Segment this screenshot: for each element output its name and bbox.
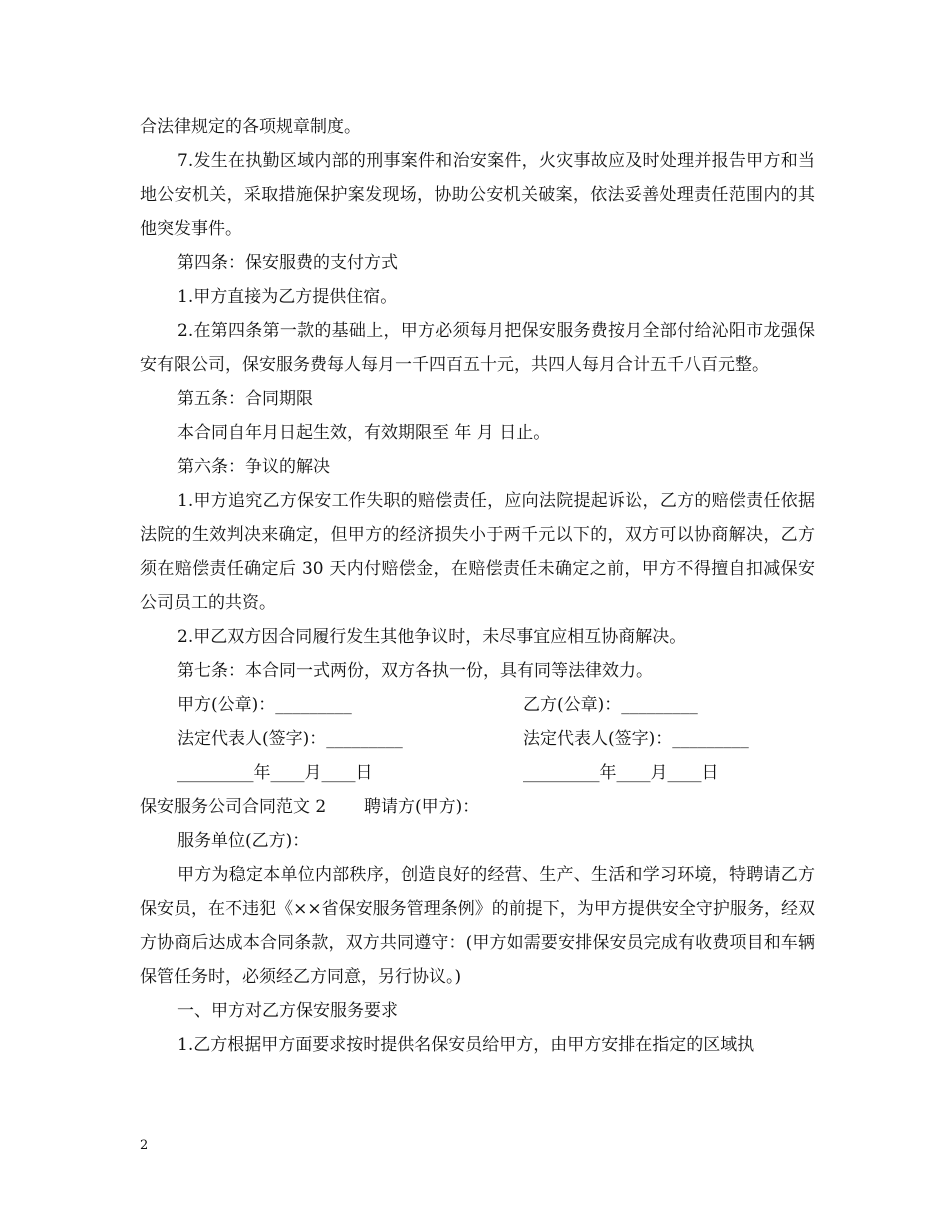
paragraph-block — [140, 110, 815, 688]
paragraph: 7.发生在执勤区域内部的刑事案件和治安案件，火灾事故应及时处理并报告甲方和当地公安机关，采取措施保护案发现场，协助公安机关破案，依法妥善处理责任范围内的其他突发事件。 — [140, 151, 815, 239]
paragraph: 甲方为稳定本单位内部秩序，创造良好的经营、生产、生活和学习环境，特聘请乙方保安员，在不违犯《××省保安服务管理条例》的前提下，为甲方提供安全守护服务，经双方协商后达成本合同条款，双方共同遵守：(甲方如需要安排保安员完成有收费项目和车辆保管任务时，必须经乙方同意，另行协议。) — [140, 865, 815, 987]
party-b-signature-field: 乙方(公章)：_________ — [523, 695, 698, 715]
paragraph: 1.甲方追究乙方保安工作失职的赔偿责任，应向法院提起诉讼，乙方的赔偿责任依据法院的生效判决来确定，但甲方的经济损失小于两千元以下的，双方可以协商解决，乙方须在赔偿责任确定后 30 天内付赔偿金，在赔偿责任未确定之前，甲方不得擅自扣减保安公司员工的共资。 — [140, 491, 815, 613]
paragraph: 合法律规定的各项规章制度。 — [140, 117, 361, 137]
paragraph: 2.甲乙双方因合同履行发生其他争议时，未尽事宜应相互协商解决。 — [177, 627, 687, 647]
paragraph: 2.在第四条第一款的基础上，甲方必须每月把保安服务费按月全部付给沁阳市龙强保安有限公司，保安服务费每人每月一千四百五十元，共四人每月合计五千八百元整。 — [140, 321, 815, 375]
paragraph-block — [140, 790, 815, 1062]
paragraph: 第四条：保安服费的支付方式 — [177, 253, 398, 273]
paragraph: 保安服务公司合同范文 2 聘请方(甲方)： — [140, 797, 480, 817]
paragraph: 本合同自年月日起生效，有效期限至 年 月 日止。 — [177, 423, 551, 443]
signature-row — [140, 722, 815, 756]
paragraph: 1.乙方根据甲方面要求按时提供名保安员给甲方，由甲方安排在指定的区域执 — [177, 1035, 755, 1055]
paragraph: 一、甲方对乙方保安服务要求 — [177, 1001, 398, 1021]
party-a-signature-field: _________年____月____日 — [177, 763, 373, 783]
party-b-signature-field: 法定代表人(签字)：_________ — [523, 729, 749, 749]
paragraph: 服务单位(乙方)： — [177, 831, 310, 851]
signature-row — [140, 756, 815, 790]
document-body — [140, 110, 815, 1062]
party-a-signature-field: 甲方(公章)：_________ — [177, 695, 352, 715]
paragraph: 第六条：争议的解决 — [177, 457, 330, 477]
signature-block — [140, 688, 815, 790]
party-b-signature-field: _________年____月____日 — [523, 763, 719, 783]
party-a-signature-field: 法定代表人(签字)：_________ — [177, 729, 403, 749]
page-number: 2 — [140, 1138, 149, 1153]
paragraph: 第七条：本合同一式两份，双方各执一份，具有同等法律效力。 — [177, 661, 653, 681]
paragraph: 第五条：合同期限 — [177, 389, 313, 409]
paragraph: 1.甲方直接为乙方提供住宿。 — [177, 287, 398, 307]
signature-row — [140, 688, 815, 722]
